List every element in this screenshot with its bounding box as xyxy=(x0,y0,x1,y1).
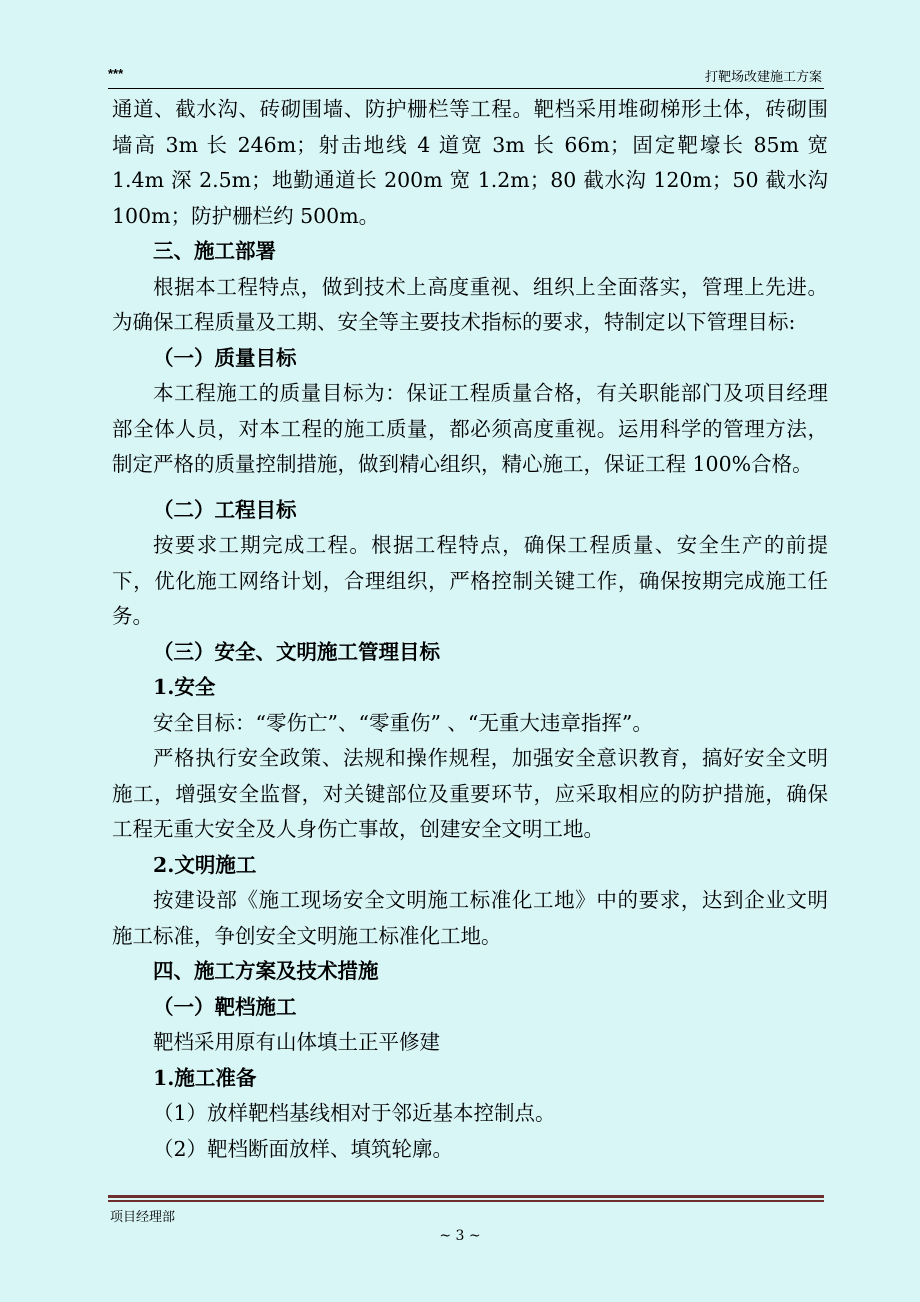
subheading-target-bank-construction: （一）靶档施工 xyxy=(153,994,297,1019)
paragraph-target-bank-method: 靶档采用原有山体填土正平修建 xyxy=(153,1030,440,1054)
subheading-safety-civilization-target: （三）安全、文明施工管理目标 xyxy=(153,639,440,664)
header-document-title: 打靶场改建施工方案 xyxy=(704,70,822,85)
footer-rule-thin xyxy=(108,1200,824,1202)
section-heading-deployment: 三、施工部署 xyxy=(153,239,276,263)
paragraph-deployment-intro: 根据本工程特点，做到技术上高度重视、组织上全面落实，管理上先进。为确保工程质量及工期、安全等主要技术指标的要求，特制定以下管理目标: xyxy=(112,274,828,334)
footer-department: 项目经理部 xyxy=(110,1210,176,1225)
list-item-section-setout: （2）靶档断面放样、填筑轮廓。 xyxy=(153,1136,454,1161)
document-body xyxy=(112,92,828,1167)
section-heading-construction-plan: 四、施工方案及技术措施 xyxy=(153,959,379,983)
item-heading-civilized-construction: 2.文明施工 xyxy=(153,852,257,877)
list-item-baseline-setout: （1）放样靶档基线相对于邻近基本控制点。 xyxy=(153,1101,556,1125)
subheading-schedule-target: （二）工程目标 xyxy=(153,497,297,522)
header-rule xyxy=(108,88,824,89)
item-heading-safety: 1.安全 xyxy=(153,675,216,699)
footer-rule-thick xyxy=(108,1195,824,1198)
page-header xyxy=(108,60,824,88)
paragraph-project-scope: 通道、截水沟、砖砌围墙、防护栅栏等工程。靶档采用堆砌梯形土体，砖砌围墙高 3m 长 246m；射击地线 4 道宽 3m 长 66m；固定靶壕长 85m 宽 1.4m 深 2.5m；地勤通道长 200m 宽 1.2m；80 截水沟 120m；50 截水沟 100m；防护栅栏约 500m。 xyxy=(112,97,828,228)
paragraph-quality-target: 本工程施工的质量目标为：保证工程质量合格，有关职能部门及项目经理部全体人员，对本工程的施工质量，都必须高度重视。运用科学的管理方法，制定严格的质量控制措施，做到精心组织，精心施工，保证工程 100%合格。 xyxy=(112,381,828,476)
header-left-mark: *** xyxy=(108,66,124,81)
page-number: ~ 3 ~ xyxy=(439,1228,481,1244)
paragraph-safety-measures: 严格执行安全政策、法规和操作规程，加强安全意识教育，搞好安全文明施工，增强安全监督，对关键部位及重要环节，应采取相应的防护措施，确保工程无重大安全及人身伤亡事故，创建安全文明工地。 xyxy=(112,746,828,841)
item-heading-preparation: 1.施工准备 xyxy=(153,1065,257,1090)
paragraph-schedule-target: 按要求工期完成工程。根据工程特点，确保工程质量、安全生产的前提下，优化施工网络计划，合理组织，严格控制关键工作，确保按期完成施工任务。 xyxy=(112,533,828,628)
paragraph-civilized-construction: 按建设部《施工现场安全文明施工标准化工地》中的要求，达到企业文明施工标准，争创安全文明施工标准化工地。 xyxy=(112,888,828,948)
paragraph-safety-goal: 安全目标：“零伤亡”、“零重伤” 、“无重大违章指挥”。 xyxy=(153,710,653,735)
subheading-quality-target: （一）质量目标 xyxy=(153,345,297,370)
